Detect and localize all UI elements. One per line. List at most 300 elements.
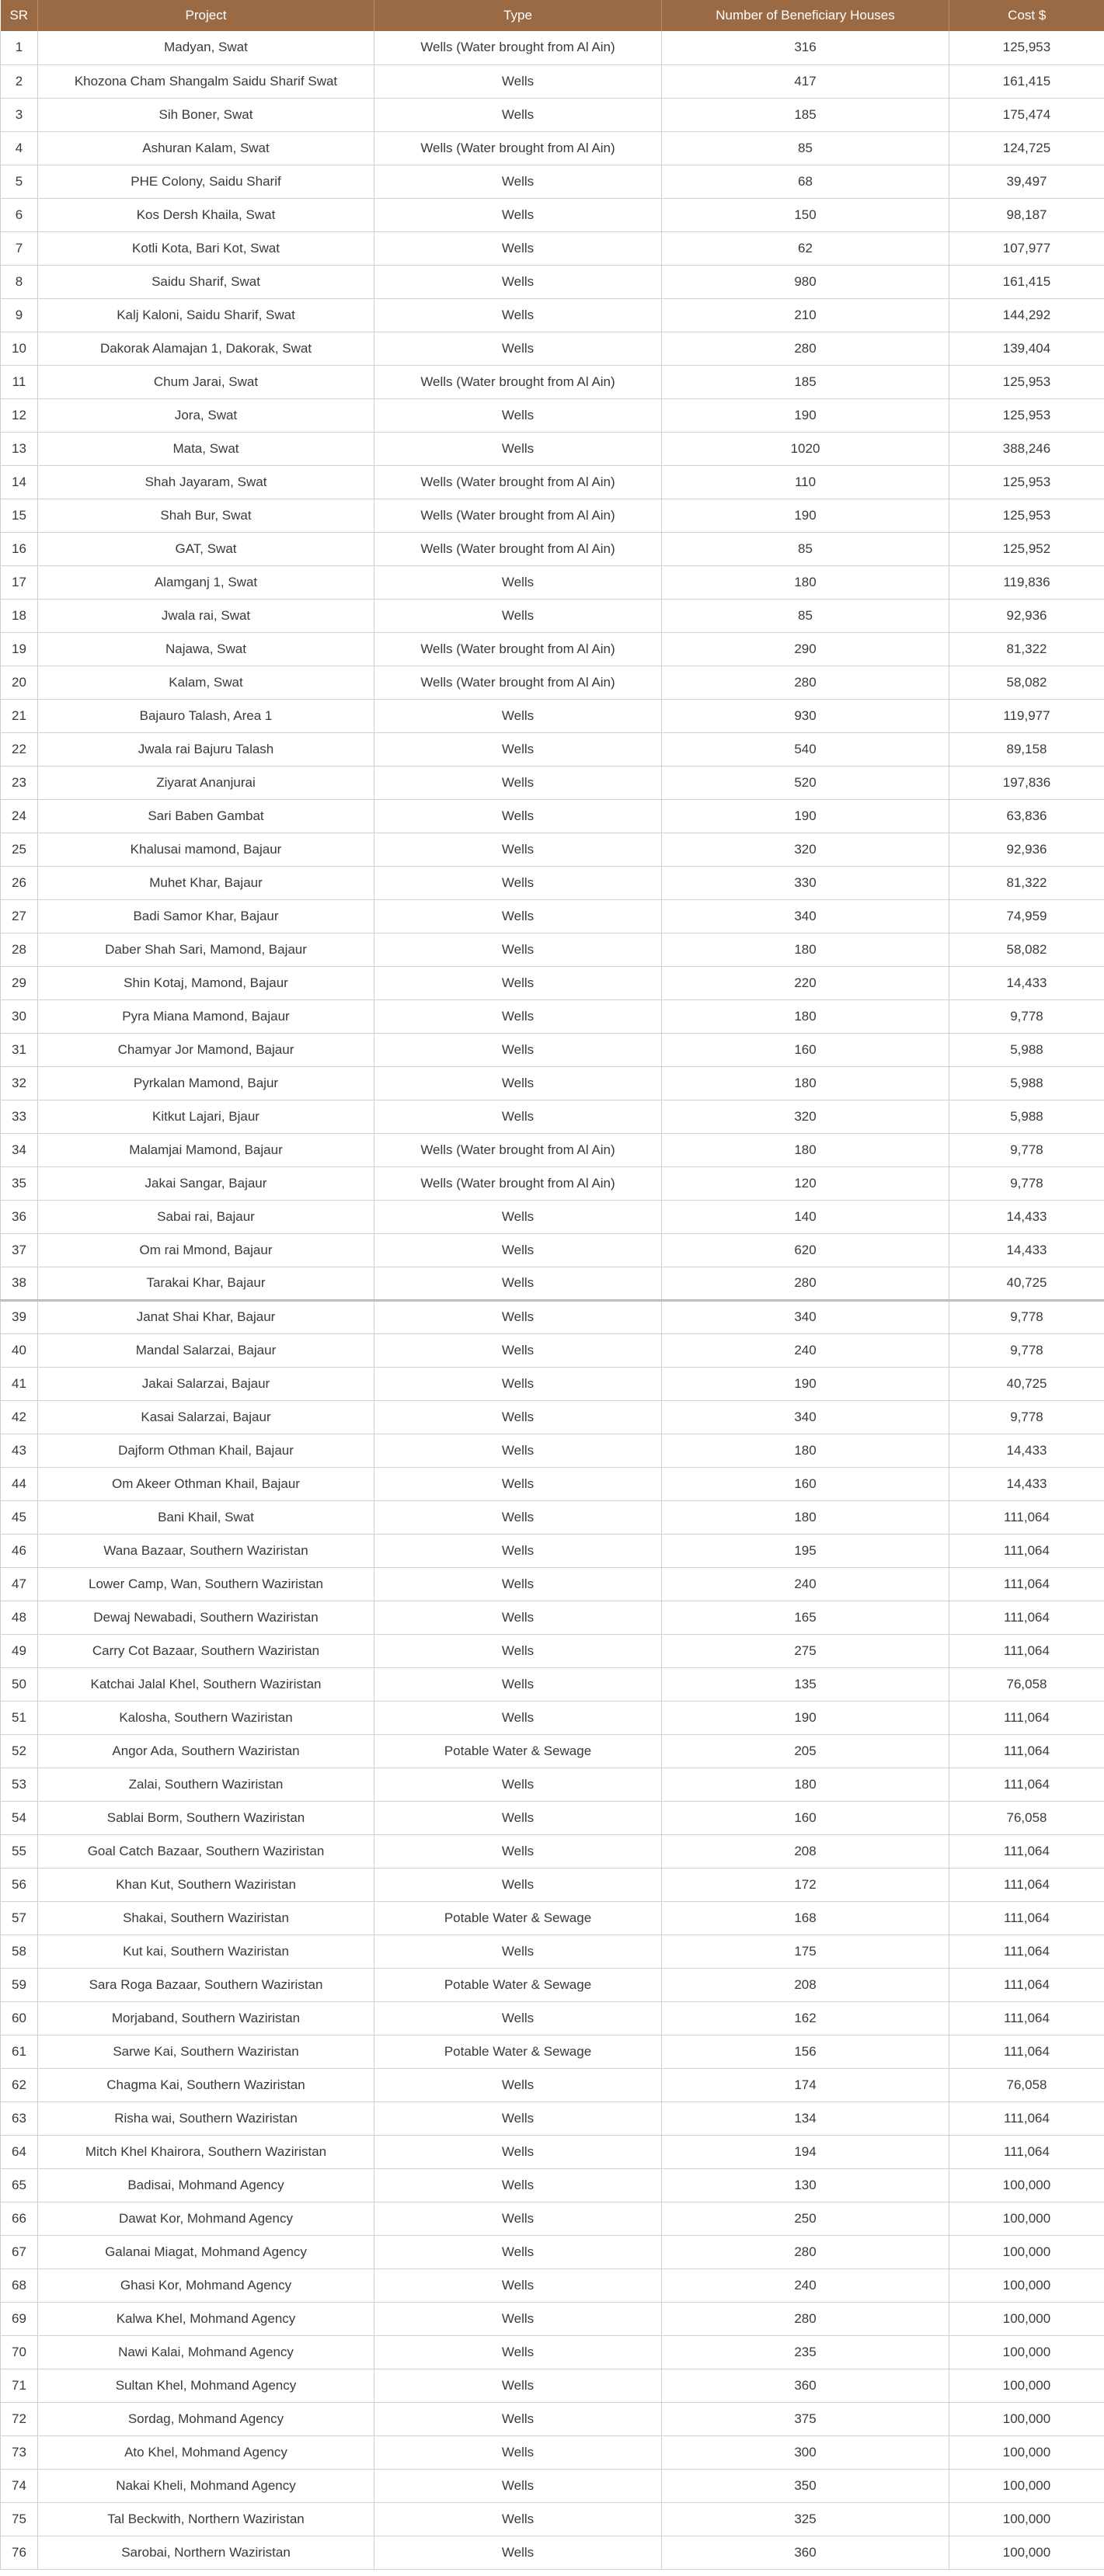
houses-cell: 180 (662, 1500, 949, 1534)
table-row (1, 2168, 1104, 2202)
houses-cell: 930 (662, 699, 949, 732)
project-cell: Sih Boner, Swat (38, 98, 374, 131)
cost-cell: 161,415 (949, 265, 1104, 298)
type-cell: Wells (374, 1801, 662, 1834)
project-cell: Angor Ada, Southern Waziristan (38, 1734, 374, 1768)
sr-cell: 42 (1, 1400, 38, 1434)
houses-cell: 185 (662, 98, 949, 131)
type-cell: Wells (374, 1667, 662, 1701)
sr-cell: 32 (1, 1066, 38, 1100)
houses-cell: 175 (662, 1935, 949, 1968)
sr-cell: 17 (1, 565, 38, 599)
houses-cell: 208 (662, 1968, 949, 2001)
sr-cell: 33 (1, 1100, 38, 1133)
type-cell: Wells (374, 732, 662, 766)
table-row (1, 565, 1104, 599)
sr-cell: 26 (1, 866, 38, 899)
table-row (1, 1033, 1104, 1066)
houses-cell: 180 (662, 1768, 949, 1801)
houses-cell: 240 (662, 1333, 949, 1367)
houses-cell: 190 (662, 1367, 949, 1400)
sr-cell: 7 (1, 231, 38, 265)
table-row (1, 2001, 1104, 2035)
houses-cell: 180 (662, 999, 949, 1033)
type-cell: Wells (374, 833, 662, 866)
cost-cell: 9,778 (949, 1400, 1104, 1434)
project-cell: Khozona Cham Shangalm Saidu Sharif Swat (38, 64, 374, 98)
type-cell: Wells (374, 2135, 662, 2168)
table-row (1, 699, 1104, 732)
type-cell: Wells (374, 1333, 662, 1367)
houses-cell: 208 (662, 1834, 949, 1868)
sr-cell: 52 (1, 1734, 38, 1768)
cost-cell: 100,000 (949, 2435, 1104, 2469)
cost-cell: 111,064 (949, 1834, 1104, 1868)
project-cell: Kotli Kota, Bari Kot, Swat (38, 231, 374, 265)
cost-cell: 76,058 (949, 1801, 1104, 1834)
project-cell: Shah Jayaram, Swat (38, 465, 374, 499)
table-row (1, 799, 1104, 833)
cost-cell: 111,064 (949, 1968, 1104, 2001)
type-cell: Wells (374, 1267, 662, 1300)
cost-cell: 111,064 (949, 2001, 1104, 2035)
sr-cell: 73 (1, 2435, 38, 2469)
sr-cell: 64 (1, 2135, 38, 2168)
houses-cell: 68 (662, 165, 949, 198)
table-row (1, 231, 1104, 265)
table-row (1, 1434, 1104, 1467)
project-cell: Kos Dersh Khaila, Swat (38, 198, 374, 231)
cost-cell: 74,959 (949, 899, 1104, 933)
project-cell: Kalj Kaloni, Saidu Sharif, Swat (38, 298, 374, 332)
table-row (1, 1367, 1104, 1400)
cost-cell: 9,778 (949, 1133, 1104, 1166)
table-row (1, 1567, 1104, 1601)
table-row (1, 1300, 1104, 1333)
houses-cell: 165 (662, 1601, 949, 1634)
type-cell: Wells (374, 2268, 662, 2302)
type-cell: Wells (Water brought from Al Ain) (374, 465, 662, 499)
sr-cell: 10 (1, 332, 38, 365)
header-cost: Cost $ (949, 0, 1104, 31)
project-cell: Ghasi Kor, Mohmand Agency (38, 2268, 374, 2302)
cost-cell: 111,064 (949, 1567, 1104, 1601)
table-row (1, 1834, 1104, 1868)
project-cell: Mata, Swat (38, 432, 374, 465)
sr-cell: 65 (1, 2168, 38, 2202)
table-row (1, 1133, 1104, 1166)
houses-cell: 540 (662, 732, 949, 766)
cost-cell: 388,246 (949, 432, 1104, 465)
project-cell: Dawat Kor, Mohmand Agency (38, 2202, 374, 2235)
project-cell: Kasai Salarzai, Bajaur (38, 1400, 374, 1434)
sr-cell: 63 (1, 2101, 38, 2135)
houses-cell: 190 (662, 1701, 949, 1734)
cost-cell: 111,064 (949, 1901, 1104, 1935)
sr-cell: 53 (1, 1768, 38, 1801)
type-cell: Wells (374, 1233, 662, 1267)
table-row (1, 766, 1104, 799)
houses-cell: 85 (662, 131, 949, 165)
houses-cell: 150 (662, 198, 949, 231)
type-cell: Wells (374, 1500, 662, 1534)
sr-cell: 4 (1, 131, 38, 165)
project-cell: Kitkut Lajari, Bjaur (38, 1100, 374, 1133)
project-cell: Sarobai, Northern Waziristan (38, 2536, 374, 2569)
cost-cell: 76,058 (949, 1667, 1104, 1701)
table-row (1, 1200, 1104, 1233)
sr-cell: 21 (1, 699, 38, 732)
houses-cell: 350 (662, 2469, 949, 2502)
sr-cell: 72 (1, 2402, 38, 2435)
cost-cell: 40,725 (949, 1367, 1104, 1400)
table-row (1, 165, 1104, 198)
table-row (1, 265, 1104, 298)
type-cell: Wells (374, 398, 662, 432)
sr-cell: 39 (1, 1300, 38, 1333)
table-row (1, 465, 1104, 499)
project-cell: Jwala rai, Swat (38, 599, 374, 632)
houses-cell: 325 (662, 2502, 949, 2536)
houses-cell: 320 (662, 1100, 949, 1133)
project-cell: Shah Bur, Swat (38, 499, 374, 532)
type-cell: Potable Water & Sewage (374, 1901, 662, 1935)
type-cell: Wells (374, 1300, 662, 1333)
sr-cell: 54 (1, 1801, 38, 1834)
cost-cell: 111,064 (949, 1500, 1104, 1534)
houses-cell: 135 (662, 1667, 949, 1701)
table-row (1, 732, 1104, 766)
table-row (1, 2202, 1104, 2235)
cost-cell: 144,292 (949, 298, 1104, 332)
cost-cell: 124,725 (949, 131, 1104, 165)
cost-cell: 100,000 (949, 2268, 1104, 2302)
houses-cell: 316 (662, 31, 949, 64)
type-cell: Wells (374, 2235, 662, 2268)
sr-cell: 25 (1, 833, 38, 866)
cost-cell: 100,000 (949, 2369, 1104, 2402)
houses-cell: 360 (662, 2536, 949, 2569)
project-cell: GAT, Swat (38, 532, 374, 565)
houses-cell: 160 (662, 1033, 949, 1066)
sr-cell: 68 (1, 2268, 38, 2302)
project-cell: Tal Beckwith, Northern Waziristan (38, 2502, 374, 2536)
type-cell: Wells (374, 98, 662, 131)
sr-cell: 45 (1, 1500, 38, 1534)
table-row (1, 1534, 1104, 1567)
project-cell: Malamjai Mamond, Bajaur (38, 1133, 374, 1166)
sr-cell: 61 (1, 2035, 38, 2068)
project-cell: Kut kai, Southern Waziristan (38, 1935, 374, 1968)
table-row (1, 1100, 1104, 1133)
table-row (1, 1400, 1104, 1434)
type-cell: Wells (374, 1701, 662, 1734)
sr-cell: 56 (1, 1868, 38, 1901)
sr-cell: 2 (1, 64, 38, 98)
project-cell: Ashuran Kalam, Swat (38, 131, 374, 165)
project-cell: Carry Cot Bazaar, Southern Waziristan (38, 1634, 374, 1667)
sr-cell: 18 (1, 599, 38, 632)
project-cell: Ato Khel, Mohmand Agency (38, 2435, 374, 2469)
houses-cell: 620 (662, 1233, 949, 1267)
houses-cell: 340 (662, 1400, 949, 1434)
type-cell: Wells (374, 933, 662, 966)
sr-cell: 6 (1, 198, 38, 231)
sr-cell: 12 (1, 398, 38, 432)
cost-cell: 111,064 (949, 2035, 1104, 2068)
cost-cell: 92,936 (949, 599, 1104, 632)
table-row (1, 933, 1104, 966)
project-cell: Galanai Miagat, Mohmand Agency (38, 2235, 374, 2268)
houses-cell: 280 (662, 332, 949, 365)
houses-cell: 1020 (662, 432, 949, 465)
table-row (1, 2101, 1104, 2135)
sr-cell: 55 (1, 1834, 38, 1868)
project-cell: Om rai Mmond, Bajaur (38, 1233, 374, 1267)
houses-cell: 980 (662, 265, 949, 298)
project-cell: Zalai, Southern Waziristan (38, 1768, 374, 1801)
type-cell: Wells (374, 2435, 662, 2469)
houses-cell: 340 (662, 1300, 949, 1333)
type-cell: Wells (374, 1768, 662, 1801)
houses-cell: 300 (662, 2435, 949, 2469)
type-cell: Wells (374, 198, 662, 231)
type-cell: Wells (Water brought from Al Ain) (374, 1133, 662, 1166)
houses-cell: 240 (662, 2268, 949, 2302)
cost-cell: 5,988 (949, 1033, 1104, 1066)
table-row (1, 1667, 1104, 1701)
project-cell: Goal Catch Bazaar, Southern Waziristan (38, 1834, 374, 1868)
sr-cell: 43 (1, 1434, 38, 1467)
table-row (1, 365, 1104, 398)
sr-cell: 13 (1, 432, 38, 465)
type-cell: Wells (374, 231, 662, 265)
cost-cell: 40,725 (949, 1267, 1104, 1300)
type-cell: Wells (374, 799, 662, 833)
project-cell: Dajform Othman Khail, Bajaur (38, 1434, 374, 1467)
cost-cell: 98,187 (949, 198, 1104, 231)
houses-cell: 195 (662, 1534, 949, 1567)
project-cell: Kalosha, Southern Waziristan (38, 1701, 374, 1734)
sr-cell: 60 (1, 2001, 38, 2035)
cost-cell: 119,977 (949, 699, 1104, 732)
type-cell: Wells (374, 1935, 662, 1968)
sr-cell: 22 (1, 732, 38, 766)
project-cell: Jakai Salarzai, Bajaur (38, 1367, 374, 1400)
type-cell: Wells (374, 2001, 662, 2035)
houses-cell: 134 (662, 2101, 949, 2135)
type-cell: Wells (374, 432, 662, 465)
sr-cell: 62 (1, 2068, 38, 2101)
table-row (1, 1768, 1104, 1801)
houses-cell: 130 (662, 2168, 949, 2202)
project-cell: Sabai rai, Bajaur (38, 1200, 374, 1233)
table-row (1, 131, 1104, 165)
houses-cell: 120 (662, 1166, 949, 1200)
project-cell: Nawi Kalai, Mohmand Agency (38, 2335, 374, 2369)
sr-cell: 9 (1, 298, 38, 332)
table-row (1, 1634, 1104, 1667)
houses-cell: 290 (662, 632, 949, 666)
project-cell: Sara Roga Bazaar, Southern Waziristan (38, 1968, 374, 2001)
table-row (1, 298, 1104, 332)
header-row (1, 0, 1104, 31)
project-cell: Jora, Swat (38, 398, 374, 432)
houses-cell: 180 (662, 1133, 949, 1166)
table-row (1, 2435, 1104, 2469)
type-cell: Wells (374, 2402, 662, 2435)
table-row (1, 1701, 1104, 1734)
type-cell: Wells (374, 1601, 662, 1634)
type-cell: Wells (374, 1834, 662, 1868)
houses-cell: 160 (662, 1801, 949, 1834)
type-cell: Wells (374, 2502, 662, 2536)
type-cell: Wells (Water brought from Al Ain) (374, 365, 662, 398)
table-row (1, 833, 1104, 866)
houses-cell: 194 (662, 2135, 949, 2168)
cost-cell: 76,058 (949, 2068, 1104, 2101)
sr-cell: 76 (1, 2536, 38, 2569)
type-cell: Wells (374, 2302, 662, 2335)
cost-cell: 9,778 (949, 1300, 1104, 1333)
cost-cell: 5,988 (949, 1100, 1104, 1133)
houses-cell: 180 (662, 1434, 949, 1467)
cost-cell: 100,000 (949, 2335, 1104, 2369)
project-cell: Chagma Kai, Southern Waziristan (38, 2068, 374, 2101)
type-cell: Wells (374, 332, 662, 365)
type-cell: Wells (374, 2369, 662, 2402)
project-cell: Shin Kotaj, Mamond, Bajaur (38, 966, 374, 999)
cost-cell: 125,953 (949, 398, 1104, 432)
houses-cell: 62 (662, 231, 949, 265)
type-cell: Potable Water & Sewage (374, 1968, 662, 2001)
project-cell: Khan Kut, Southern Waziristan (38, 1868, 374, 1901)
project-cell: Janat Shai Khar, Bajaur (38, 1300, 374, 1333)
type-cell: Wells (374, 1400, 662, 1434)
cost-cell: 139,404 (949, 332, 1104, 365)
type-cell: Wells (374, 1467, 662, 1500)
sr-cell: 23 (1, 766, 38, 799)
sr-cell: 71 (1, 2369, 38, 2402)
table-row (1, 1801, 1104, 1834)
project-cell: Om Akeer Othman Khail, Bajaur (38, 1467, 374, 1500)
project-cell: Lower Camp, Wan, Southern Waziristan (38, 1567, 374, 1601)
houses-cell: 417 (662, 64, 949, 98)
cost-cell: 119,836 (949, 565, 1104, 599)
type-cell: Wells (374, 1200, 662, 1233)
type-cell: Wells (374, 766, 662, 799)
type-cell: Wells (Water brought from Al Ain) (374, 532, 662, 565)
sr-cell: 31 (1, 1033, 38, 1066)
table-row (1, 2235, 1104, 2268)
cost-cell: 125,953 (949, 499, 1104, 532)
type-cell: Wells (374, 1066, 662, 1100)
sr-cell: 51 (1, 1701, 38, 1734)
cost-cell: 81,322 (949, 866, 1104, 899)
houses-cell: 375 (662, 2402, 949, 2435)
cost-cell: 81,322 (949, 632, 1104, 666)
table-row (1, 1066, 1104, 1100)
houses-cell: 190 (662, 398, 949, 432)
header-type: Type (374, 0, 662, 31)
cost-cell: 100,000 (949, 2168, 1104, 2202)
houses-cell: 280 (662, 2235, 949, 2268)
project-cell: Badisai, Mohmand Agency (38, 2168, 374, 2202)
table-row (1, 2035, 1104, 2068)
table-row (1, 632, 1104, 666)
table-row (1, 398, 1104, 432)
project-cell: Bajauro Talash, Area 1 (38, 699, 374, 732)
cost-cell: 100,000 (949, 2235, 1104, 2268)
houses-cell: 180 (662, 565, 949, 599)
table-row (1, 1935, 1104, 1968)
table-row (1, 2068, 1104, 2101)
cost-cell: 14,433 (949, 1200, 1104, 1233)
sr-cell: 67 (1, 2235, 38, 2268)
sr-cell: 70 (1, 2335, 38, 2369)
project-cell: Jwala rai Bajuru Talash (38, 732, 374, 766)
houses-cell: 320 (662, 833, 949, 866)
type-cell: Wells (374, 1868, 662, 1901)
houses-cell: 190 (662, 499, 949, 532)
project-cell: Chum Jarai, Swat (38, 365, 374, 398)
header-sr: SR (1, 0, 38, 31)
houses-cell: 280 (662, 1267, 949, 1300)
project-cell: Badi Samor Khar, Bajaur (38, 899, 374, 933)
cost-cell: 5,988 (949, 1066, 1104, 1100)
houses-cell: 275 (662, 1634, 949, 1667)
cost-cell: 92,936 (949, 833, 1104, 866)
cost-cell: 89,158 (949, 732, 1104, 766)
cost-cell: 197,836 (949, 766, 1104, 799)
houses-cell: 156 (662, 2035, 949, 2068)
project-cell: Dakorak Alamajan 1, Dakorak, Swat (38, 332, 374, 365)
table-row (1, 1333, 1104, 1367)
cost-cell: 100,000 (949, 2469, 1104, 2502)
sr-cell: 1 (1, 31, 38, 64)
houses-cell: 280 (662, 2302, 949, 2335)
type-cell: Wells (374, 64, 662, 98)
table-row (1, 2335, 1104, 2369)
table-row (1, 31, 1104, 64)
cost-cell: 111,064 (949, 1868, 1104, 1901)
project-cell: Saidu Sharif, Swat (38, 265, 374, 298)
table-row (1, 2369, 1104, 2402)
houses-cell: 174 (662, 2068, 949, 2101)
project-cell: Alamganj 1, Swat (38, 565, 374, 599)
cost-cell: 125,953 (949, 31, 1104, 64)
table-row (1, 1734, 1104, 1768)
table-row (1, 966, 1104, 999)
sr-cell: 27 (1, 899, 38, 933)
table-row (1, 499, 1104, 532)
project-cell: Khalusai mamond, Bajaur (38, 833, 374, 866)
table-row (1, 1166, 1104, 1200)
project-cell: Najawa, Swat (38, 632, 374, 666)
type-cell: Wells (Water brought from Al Ain) (374, 632, 662, 666)
houses-cell: 330 (662, 866, 949, 899)
table-row (1, 1500, 1104, 1534)
sr-cell: 46 (1, 1534, 38, 1567)
type-cell: Wells (374, 866, 662, 899)
cost-cell: 14,433 (949, 1233, 1104, 1267)
table-row (1, 332, 1104, 365)
sr-cell: 69 (1, 2302, 38, 2335)
sr-cell: 50 (1, 1667, 38, 1701)
sr-cell: 36 (1, 1200, 38, 1233)
cost-cell: 161,415 (949, 64, 1104, 98)
type-cell: Wells (374, 1567, 662, 1601)
